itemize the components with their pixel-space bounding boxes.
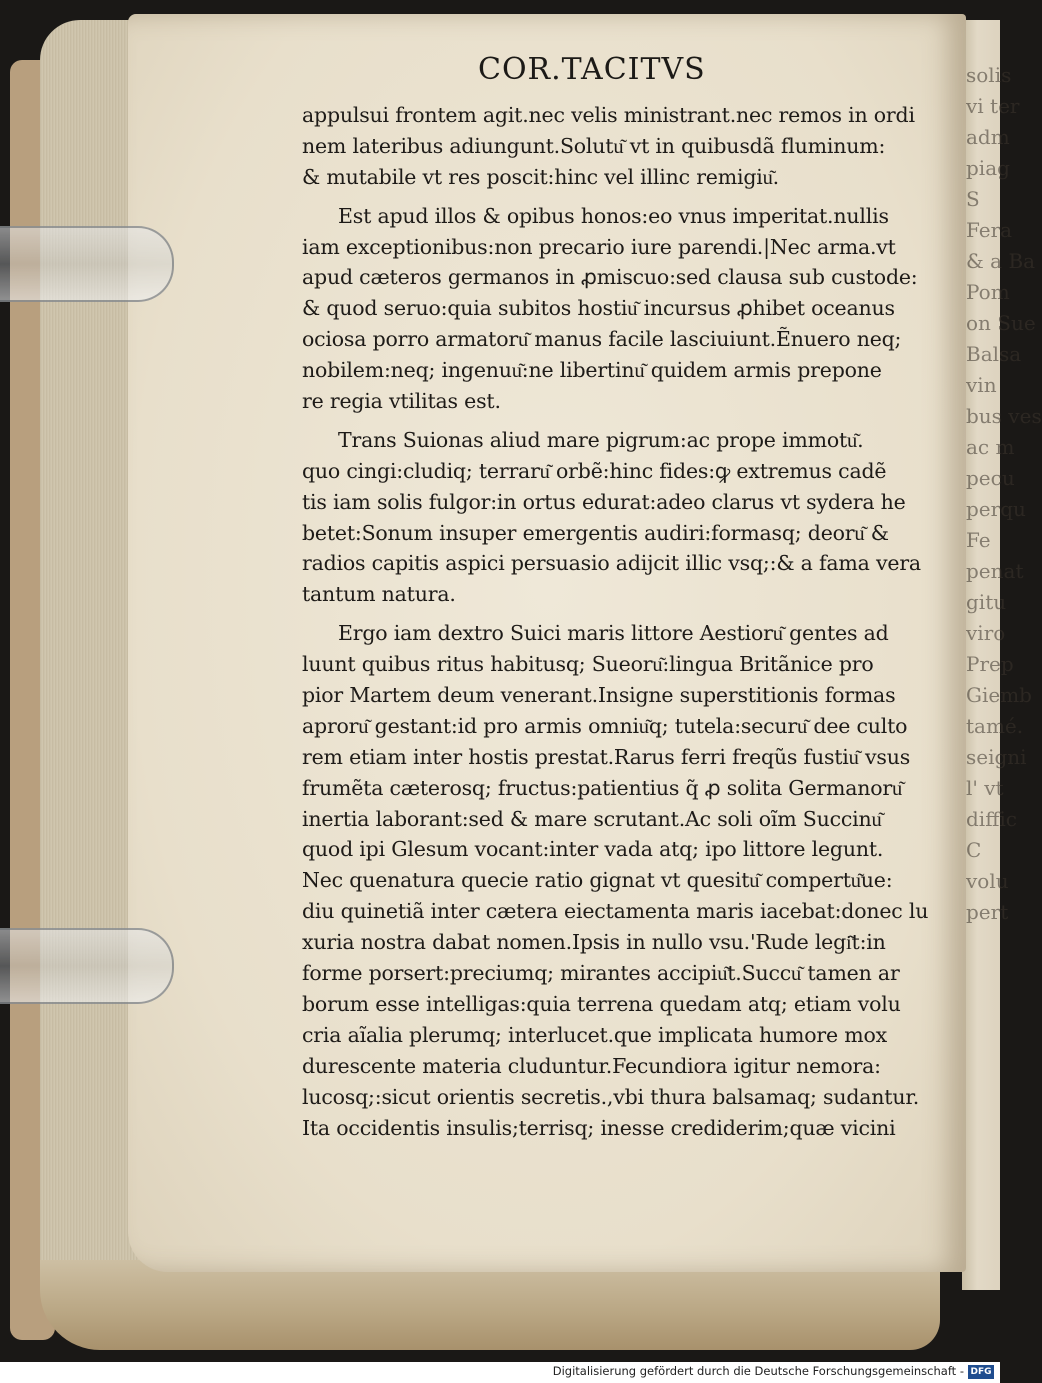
text-line: betet:Sonum insuper emergentis audiri:formasq; deoru͂ &: [302, 520, 889, 545]
bleed-line: pecu: [966, 466, 1015, 490]
text-line: luunt quibus ritus habitusq; Sueoru͂:lingua Britãnice pro: [302, 652, 874, 677]
text-line: xuria nostra dabat nomen.Ipsis in nullo vsu.'Rude legi͂t:in: [302, 930, 886, 955]
paragraph-gap: [302, 193, 882, 201]
text-line: re regia vtilitas est.: [302, 389, 501, 414]
text-line: nem lateribus adiungunt.Solutu͂ vt in quibusdã fluminum:: [302, 133, 886, 158]
bleed-line: & a Ba: [966, 249, 1036, 273]
paragraph-gap: [302, 417, 882, 425]
text-line: & quod seruo:quia subitos hostiu͂ incursus ꝓhibet oceanus: [302, 296, 895, 321]
text-line: pior Martem deum venerant.Insigne superstitionis formas: [302, 683, 896, 708]
bleed-line: Balsa: [966, 342, 1022, 366]
text-line: tantum natura.: [302, 582, 456, 607]
paragraph-gap: [302, 610, 882, 618]
bleed-line: seigni: [966, 745, 1027, 769]
bleed-line: vi ter: [966, 94, 1020, 118]
text-line: Ergo iam dextro Suici maris littore Aestioru͂ gentes ad: [338, 621, 889, 646]
page-holder-clip-bottom: [0, 928, 174, 1004]
text-line: frumẽta cæterosq; fructus:patientius q̃ ꝓ solita Germanoru͂: [302, 775, 903, 800]
text-line: Nec quenatura quecie ratio gignat vt quesitu͂ compertu͂ue:: [302, 868, 893, 893]
bleed-line: perqu: [966, 497, 1026, 521]
funding-credit: Digitalisierung gefördert durch die Deutsche Forschungsgemeinschaft -: [552, 1364, 964, 1378]
bleed-line: Fe: [966, 528, 991, 552]
bleed-line: bus ves: [966, 404, 1042, 428]
bleed-line: S: [966, 187, 980, 211]
running-head: COR.TACITVS: [478, 52, 706, 87]
text-line: borum esse intelligas:quia terrena quedam atq; etiam volu: [302, 991, 901, 1016]
bleed-line: l' vt: [966, 776, 1004, 800]
bleed-line: solis: [966, 63, 1012, 87]
text-line: diu quinetiã inter cætera eiectamenta maris iacebat:donec lu: [302, 899, 929, 924]
text-line: & mutabile vt res poscit:hinc vel illinc remigiu͂.: [302, 164, 779, 189]
text-line: cria aĩalia plerumq; interlucet.que implicata humore mox: [302, 1022, 887, 1047]
facing-page-edge: [962, 20, 1042, 1290]
text-line: durescente materia cluduntur.Fecundiora igitur nemora:: [302, 1053, 881, 1078]
page-holder-clip-top: [0, 226, 174, 302]
text-line: tis iam solis fulgor:in ortus edurat:adeo clarus vt sydera he: [302, 489, 906, 514]
text-line: radios capitis aspici persuasio adijcit illic vsq;:& a fama vera: [302, 551, 921, 576]
text-line: appulsui frontem agit.nec velis ministrant.nec remos in ordi: [302, 103, 915, 127]
bleed-line: on Sue: [966, 311, 1036, 335]
text-line: rem etiam inter hostis prestat.Rarus ferri freqũs fustiu͂ vsus: [302, 744, 911, 769]
bleed-line: diffic: [966, 807, 1018, 831]
bleed-line: gitu: [966, 590, 1007, 614]
text-line: quo cingi:cludiq; terraru͂ orbẽ:hinc fides:ꝙ extremus cadẽ: [302, 458, 887, 483]
bleed-line: viro: [966, 621, 1006, 645]
body-text: [302, 100, 929, 1143]
bleed-line: tamé.: [966, 714, 1024, 738]
text-line: forme porsert:preciumq; mirantes accipiu͂t.Succu͂ tamen ar: [302, 961, 900, 986]
text-line: aproru͂ gestant:id pro armis omniu͂q; tutela:securu͂ dee culto: [302, 713, 908, 738]
text-line: Trans Suionas aliud mare pigrum:ac prope immotu͂.: [338, 427, 864, 452]
text-line: nobilem:neq; ingenuu͂:ne libertinu͂ quidem armis prepone: [302, 358, 882, 383]
text-line: Ita occidentis insulis;terrisq; inesse crediderim;quæ vicini: [302, 1115, 896, 1140]
digitization-footer: [0, 1362, 1000, 1383]
facing-page-text-bleed: [966, 60, 1042, 928]
text-line: apud cæteros germanos in ꝓmiscuo:sed clausa sub custode:: [302, 265, 918, 290]
text-line: quod ipi Glesum vocant:inter vada atq; ipo littore legunt.: [302, 837, 884, 862]
bleed-line: vin: [966, 373, 997, 397]
bleed-line: penat: [966, 559, 1024, 583]
bleed-line: Prep: [966, 652, 1014, 676]
bleed-line: pert: [966, 900, 1009, 924]
bleed-line: adm: [966, 125, 1010, 149]
text-line: iam exceptionibus:non precario iure parendi.|Nec arma.vt: [302, 234, 896, 259]
bleed-line: volu: [966, 869, 1009, 893]
text-line: Est apud illos & opibus honos:eo vnus imperitat.nullis: [338, 203, 889, 228]
book-cover-bottom-edge: [40, 1260, 940, 1350]
dfg-logo-icon: DFG: [968, 1365, 994, 1379]
bleed-line: Pom: [966, 280, 1010, 304]
bleed-line: ac m: [966, 435, 1015, 459]
bleed-line: piag: [966, 156, 1010, 180]
text-line: ociosa porro armatoru͂ manus facile lasciuiunt.Ẽnuero neq;: [302, 327, 902, 352]
bleed-line: Fera: [966, 218, 1013, 242]
text-line: inertia laborant:sed & mare scrutant.Ac soli oĩm Succinu͂: [302, 806, 882, 831]
bleed-line: C: [966, 838, 982, 862]
text-line: lucosq;:sicut orientis secretis.,vbi thura balsamaq; sudantur.: [302, 1084, 920, 1109]
bleed-line: Giemb: [966, 683, 1032, 707]
